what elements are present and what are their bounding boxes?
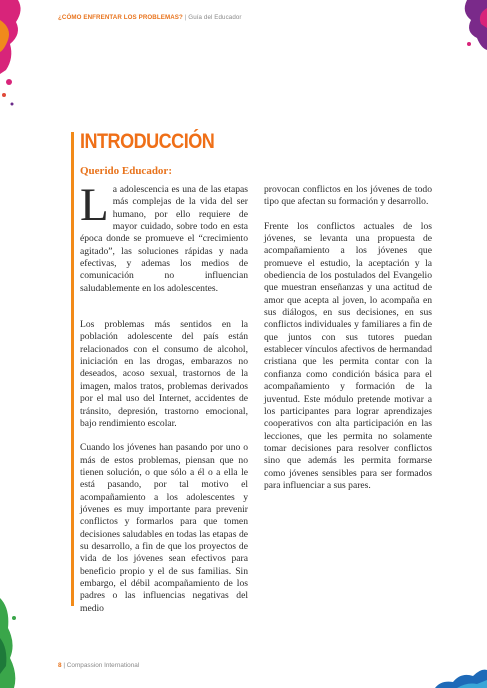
paragraph: Los problemas más sentidos en la población adolescente del país están relacionados con el consumo de alcohol, iniciación en las drogas, embarazos no deseados, acoso sexual, trastornos de la imagen, malos tratos, problemas derivados por el mal uso del Internet, accidentes de tránsito, depresión, trastorno emocional, bajo rendimiento escolar. [80,319,248,429]
paragraph: Frente los conflictos actuales de los jóvenes, se levanta una propuesta de acompañamiento a los jóvenes que promueve el estudio, la aceptación y la obediencia de los postulados del Evangelio que muestran enseñanzas y una actitud de amor que acepta al joven, lo acompaña en sus diálogos, en sus decisiones, en sus conflictos individuales y familiares a fin de que juntos con sus tutores puedan establecer vínculos afectivos de hermandad cristiana que les permita contar con la confianza como condición básica para el acompañamiento y formación de la juventud. Este módulo pretende motivar a los participantes para lograr aprendizajes cooperativos con alta participación en las lecciones, que les permita no solamente tomar decisiones para resolver conflictos sino que además les permita formarse como jóvenes sensibles para ser formados para influenciar a sus pares. [264,220,432,491]
section-heading: INTRODUCCIÓN [80,130,215,153]
accent-bar [71,132,74,606]
paint-splash-top-right [447,0,487,60]
paint-splash-bottom-left [0,578,26,688]
header-subtitle: Guía del Educador [188,14,242,21]
running-header [58,14,458,21]
drop-cap: L [80,179,109,231]
publisher-name: Compassion International [66,662,140,669]
header-title: ¿CÓMO ENFRENTAR LOS PROBLEMAS? [58,14,183,21]
left-column [80,179,248,627]
paragraph: provocan conflictos en los jóvenes de todo tipo que afectan su formación y desarrollo. [264,184,432,208]
paragraph: Cuando los jóvenes han pasando por uno o más de estos problemas, piensan que no tienen solución, o que sólo a él o a ella le está pasando, por tal motivo el acompañamiento a los adolescentes y jóvenes es muy importante para prevenir conflictos y formarlos para que tomen decisiones saludables en todas las etapas de su desarrollo, a fin de que los proyectos de vida de los jóvenes sean efectivos para beneficio propio y el de sus familias. Sin embargo, el débil acompañamiento de los padres o las influencias negativas del medio [80,442,248,614]
footer-separator: | [61,662,67,669]
paint-splash-top-left [0,0,30,120]
greeting: Querido Educador: [80,165,172,177]
paragraph [80,179,248,295]
page-number: 8 [58,662,62,669]
paint-splash-bottom-right [427,660,487,688]
paragraph-text: a adolescencia es una de las etapas más complejas de la vida del ser humano, por ello requiere de mayor cuidado, sobre todo en esta época donde se promueve el “crecimiento agitado”, las soluciones rápidas y nada efectivas, y ademas los medios de comunicación no influencian saludablemente en los adolescentes. [80,184,248,294]
right-column [264,184,432,504]
page-footer [58,662,139,669]
header-separator: | [182,14,189,21]
